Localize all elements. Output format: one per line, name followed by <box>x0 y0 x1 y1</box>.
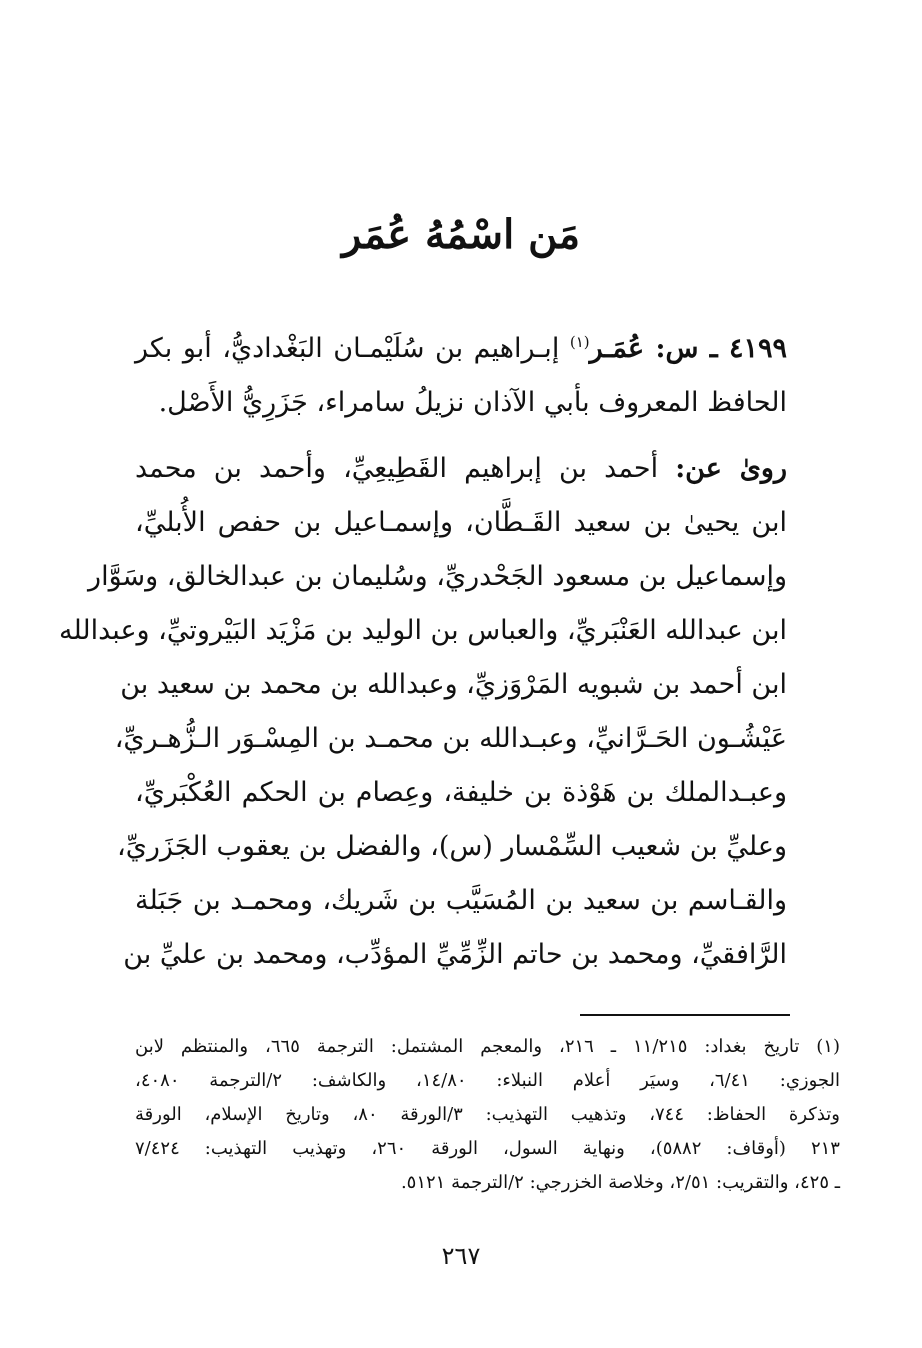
footnote-line-1 <box>135 1030 840 1064</box>
footnote-reference[interactable]: (١) <box>569 333 590 351</box>
narrators-line: عَيْشُـون الحَـرَّانيِّ، وعبـدالله بن محمـد بن المِسْـوَر الـزُّهـريِّ، <box>114 723 787 754</box>
page-number: ٢٦٧ <box>441 1242 481 1270</box>
entry-line-1-text: إبـراهيم بن سُلَيْمـان البَغْداديُّ، أبو بكر <box>135 333 570 364</box>
chapter-heading: مَن اسْمُهُ عُمَر <box>342 211 580 258</box>
entry-line-1 <box>135 322 787 376</box>
footnotes-section <box>135 1030 840 1200</box>
narrators-line: ابن يحيىٰ بن سعيد القَـطَّان، وإسمـاعيل بن حفص الأُبليِّ، <box>135 507 787 538</box>
narrators-line-1 <box>135 442 787 496</box>
paragraph-gap <box>135 430 787 442</box>
footnote-line: الجوزي: ٦/٤١، وسيَر أعلام النبلاء: ١٤/٨٠، والكاشف: ٢/الترجمة ٤٠٨٠، <box>135 1070 840 1091</box>
narrators-line-1-text: أحمد بن إبراهيم القَطِيعِيِّ، وأحمد بن محمد <box>135 453 676 484</box>
narrators-line: ابن أحمد بن شبويه المَرْوَزيِّ، وعبدالله بن محمد بن سعيد بن <box>120 669 787 700</box>
narrators-line: وإسماعيل بن مسعود الجَحْدريِّ، وسُليمان بن عبدالخالق، وسَوَّار <box>88 561 787 592</box>
narrators-line: وعليِّ بن شعيب السِّمْسار (س)، والفضل بن يعقوب الجَزَريِّ، <box>116 831 787 862</box>
narrators-line: الرَّافقيِّ، ومحمد بن حاتم الزِّمِّيِّ المؤدِّب، ومحمد بن عليِّ بن <box>123 939 787 970</box>
footnote-line: وتذكرة الحفاظ: ٧٤٤، وتذهيب التهذيب: ٣/الورقة ٨٠، وتاريخ الإسلام، الورقة <box>135 1104 840 1125</box>
footnote-line-1-text: تاريخ بغداد: ١١/٢١٥ ـ ٢١٦، والمعجم المشتمل: الترجمة ٦٦٥، والمنتظم لابن <box>135 1036 817 1057</box>
biography-entry <box>58 322 787 982</box>
narrated-from-label: روىٰ عن: <box>675 453 787 484</box>
footnote-line: ٢١٣ (أوقاف: ٥٨٨٢)، ونهاية السول، الورقة ٢٦٠، وتهذيب التهذيب: ٧/٤٢٤ <box>135 1138 840 1159</box>
entry-line-2: الحافظ المعروف بأبي الآذان نزيلُ سامراء، جَزَرِيُّ الأَصْل. <box>158 387 787 418</box>
footnote-marker: (١) <box>816 1036 840 1057</box>
narrators-line: وعبـدالملك بن هَوْذة بن خليفة، وعِصام بن الحكم العُكْبَريِّ، <box>135 777 787 808</box>
footnote-line: ـ ٤٢٥، والتقريب: ٢/٥١، وخلاصة الخزرجي: ٢/الترجمة ٥١٢١. <box>400 1172 840 1193</box>
footnote-separator <box>580 1014 790 1016</box>
narrators-line: والقـاسم بن سعيد بن المُسَيَّب بن شَريك، ومحمـد بن جَبَلة <box>135 885 787 916</box>
narrators-line: ابن عبدالله العَنْبَريِّ، والعباس بن الوليد بن مَزْيَد البَيْروتيِّ، وعبدالله <box>58 615 787 646</box>
entry-number-name: ٤١٩٩ ـ س: عُمَـر <box>589 333 787 364</box>
